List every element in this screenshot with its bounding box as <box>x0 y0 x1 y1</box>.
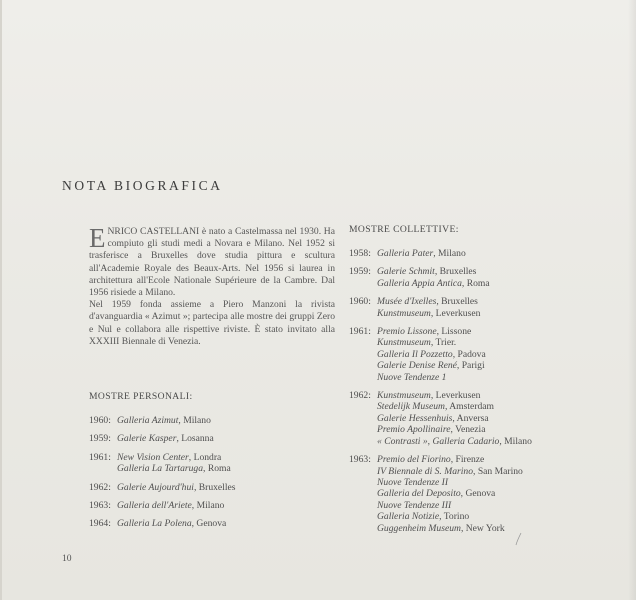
exhibition-place: , Venezia <box>450 424 486 436</box>
exhibition-venue: Galleria Il Pozzetto <box>377 348 453 360</box>
exhibition-line <box>117 500 329 511</box>
exhibition-place: , Anversa <box>452 412 489 424</box>
exhibition-line <box>377 454 589 465</box>
exhibition-year: 1964: <box>89 518 111 530</box>
exhibition-entry <box>349 390 589 447</box>
exhibition-venue: Galerie Hessenhuis <box>377 412 453 424</box>
exhibition-entry <box>89 433 329 444</box>
exhibition-place: , Losanna <box>176 433 214 445</box>
exhibition-place: , Padova <box>452 348 486 360</box>
exhibition-line <box>377 523 589 534</box>
exhibition-place: , Bruxelles <box>436 296 478 308</box>
exhibition-line <box>377 266 589 277</box>
exhibition-place: , Parigi <box>456 360 485 372</box>
exhibition-line <box>117 415 329 426</box>
exhibition-entry <box>349 248 589 259</box>
exhibition-place: , Firenze <box>450 454 485 466</box>
exhibition-entry <box>89 452 329 475</box>
exhibition-place: , Leverkusen <box>430 390 481 402</box>
exhibition-entry <box>349 326 589 383</box>
exhibition-venue: Galerie Schmit <box>377 266 435 278</box>
exhibition-line <box>377 436 589 447</box>
exhibition-entry <box>89 500 329 511</box>
exhibition-year: 1961: <box>349 326 371 338</box>
exhibition-venue: New Vision Center <box>117 451 189 463</box>
exhibition-place: , Leverkusen <box>430 307 481 319</box>
exhibition-line <box>377 477 589 488</box>
exhibition-line <box>377 466 589 477</box>
exhibition-place: , Roma <box>461 277 490 289</box>
exhibition-venue: Galleria dell'Ariete <box>117 500 192 512</box>
exhibition-place: , Milano <box>499 435 532 447</box>
exhibition-place: , Bruxelles <box>434 266 477 278</box>
exhibition-venue: Nuove Tendenze 1 <box>377 371 447 383</box>
exhibition-year: 1959: <box>89 433 111 445</box>
exhibition-year: 1959: <box>349 266 371 278</box>
exhibition-venue: Guggenheim Museum <box>377 522 461 534</box>
exhibition-venue: Galleria Cadario <box>432 435 500 447</box>
biography-text <box>89 223 335 348</box>
exhibition-year: 1962: <box>89 481 111 493</box>
exhibition-venue: Nuove Tendenze II <box>377 476 449 488</box>
page-fold-shadow <box>628 0 636 600</box>
exhibition-line <box>377 326 589 337</box>
biography-paragraph-1 <box>89 223 335 299</box>
exhibition-year: 1958: <box>349 248 371 259</box>
exhibition-place: , Genova <box>191 518 227 530</box>
exhibition-venue: Galerie Aujourd'hui <box>117 481 194 493</box>
exhibition-entry <box>89 518 329 529</box>
exhibition-place: , San Marino <box>473 465 523 477</box>
exhibition-year: 1960: <box>89 415 111 426</box>
exhibition-year: 1961: <box>89 451 111 463</box>
exhibition-venue: Galleria Pater <box>377 248 434 259</box>
exhibition-place: , Roma <box>203 463 231 475</box>
exhibition-place: , Bruxelles <box>193 481 236 493</box>
exhibition-line <box>117 463 329 474</box>
exhibition-place: , Londra <box>188 451 222 463</box>
exhibition-line <box>117 518 329 529</box>
exhibition-entry <box>89 415 329 426</box>
exhibition-place: , New York <box>460 522 505 534</box>
exhibition-line <box>377 413 589 424</box>
exhibition-venue: « Contrasti » <box>377 435 428 447</box>
exhibition-line <box>117 433 329 444</box>
exhibition-line <box>377 360 589 371</box>
exhibition-line <box>117 482 329 493</box>
exhibition-place: , Milano <box>178 415 211 426</box>
exhibition-place: , <box>427 435 433 447</box>
personal-exhibitions-list <box>89 415 329 537</box>
exhibition-venue: Kunstmuseum <box>377 390 431 402</box>
exhibition-place: , Amsterdam <box>444 401 494 413</box>
group-exhibitions-heading: MOSTRE COLLETTIVE: <box>349 224 459 235</box>
exhibition-line <box>377 511 589 522</box>
exhibition-venue: IV Biennale di S. Marino <box>377 465 474 477</box>
exhibition-line <box>377 337 589 348</box>
drop-cap: E <box>89 223 106 253</box>
biography-paragraph-1-text: NRICO CASTELLANI è nato a Castelmassa nel 1930. Ha compiuto gli studi medi a Novara e Milano. Nel 1952 si trasferisce a Bruxelles dove studia pittura e scultura all'Academie Royale des Beaux-Arts. Nel 1956 si laurea in architettura all'Ecole Nationale Supérieure de la Cambre. Dal 1956 risiede a Milano. <box>89 226 335 299</box>
exhibition-venue: Galleria La Polena <box>117 518 192 530</box>
exhibition-venue: Galleria Notizie <box>377 511 440 523</box>
exhibition-venue: Nuove Tendenze III <box>377 499 452 511</box>
exhibition-line <box>377 401 589 412</box>
exhibition-entry <box>89 482 329 493</box>
exhibition-year: 1960: <box>349 296 371 308</box>
page-number: 10 <box>62 553 72 564</box>
exhibition-entry <box>349 266 589 289</box>
exhibition-venue: Galerie Denise René <box>377 360 457 372</box>
exhibition-venue: Galleria La Tartaruga <box>117 463 204 475</box>
exhibition-line <box>377 500 589 511</box>
pencil-mark-icon <box>514 532 524 546</box>
personal-exhibitions-heading: MOSTRE PERSONALI: <box>89 391 193 402</box>
exhibition-venue: Galleria Azimut <box>117 415 179 426</box>
exhibition-venue: Musée d'Ixelles <box>377 296 437 308</box>
exhibition-line <box>377 308 589 319</box>
exhibition-line <box>377 349 589 360</box>
exhibition-place: , Milano <box>191 500 225 512</box>
exhibition-venue: Premio del Fiorino <box>377 454 451 466</box>
exhibition-entry <box>349 296 589 319</box>
exhibition-line <box>377 488 589 499</box>
exhibition-venue: Stedelijk Museum <box>377 401 445 413</box>
exhibition-venue: Galleria del Deposito <box>377 488 461 500</box>
exhibition-year: 1963: <box>89 500 111 512</box>
exhibition-venue: Premio Lissone <box>377 326 437 338</box>
exhibition-year: 1963: <box>349 454 371 466</box>
exhibition-place: , Genova <box>460 488 496 500</box>
exhibition-venue: Kunstmuseum <box>377 307 431 319</box>
exhibition-venue: Premio Apollinaire <box>377 424 451 436</box>
exhibition-line <box>377 390 589 401</box>
exhibition-entry <box>349 454 589 534</box>
exhibition-line <box>377 372 589 383</box>
exhibition-venue: Galleria Appia Antica <box>377 277 462 289</box>
exhibition-place: , Trier. <box>430 337 457 349</box>
exhibition-place: , Lissone <box>436 326 472 338</box>
exhibition-venue: Galerie Kasper <box>117 433 177 445</box>
exhibition-year: 1962: <box>349 390 371 402</box>
exhibition-line <box>377 424 589 435</box>
page-title: NOTA BIOGRAFICA <box>62 178 223 193</box>
exhibition-venue: Kunstmuseum <box>377 337 431 349</box>
exhibition-line <box>377 278 589 289</box>
biography-paragraph-2: Nel 1959 fonda assieme a Piero Manzoni la rivista d'avanguardia « Azimut »; partecipa alle mostre dei gruppi Zero e Nul e collabora alle rispettive riviste. È stato invitato alla XXXIII Biennale di Venezia. <box>89 299 335 347</box>
exhibition-line <box>377 296 589 307</box>
exhibition-place: , Torino <box>439 511 470 523</box>
exhibition-line <box>117 452 329 463</box>
exhibition-place: , Milano <box>433 248 466 259</box>
exhibition-line <box>377 248 589 259</box>
group-exhibitions-list <box>349 248 589 541</box>
